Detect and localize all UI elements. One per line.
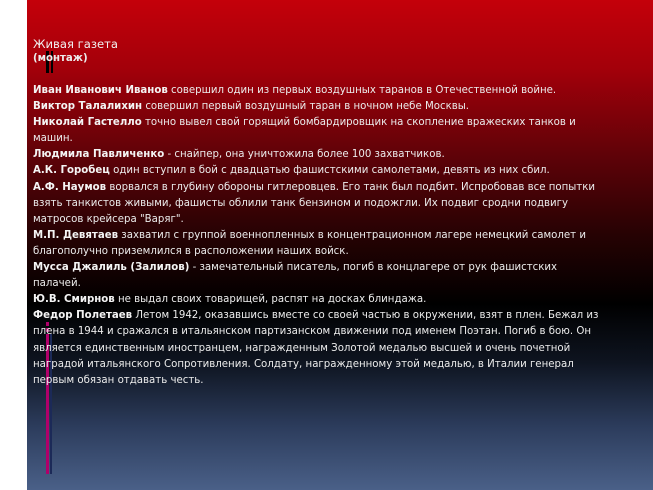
entry-paragraph bbox=[33, 83, 603, 99]
entry-text: ворвался в глубину обороны гитлеровцев. Его танк был подбит. Испробовав все попытки взять танкистов живыми, фашисты облили танк бензином и подожгли. Их подвиг сродни подвигу матросов крейсера "Варяг". bbox=[33, 181, 596, 225]
entry-paragraph bbox=[33, 163, 603, 179]
entry-text: - замечательный писатель, погиб в концлагере от рук фашистских палачей. bbox=[33, 262, 558, 290]
slide-text bbox=[33, 37, 603, 389]
entry-paragraph bbox=[33, 115, 603, 147]
spacer bbox=[33, 67, 603, 83]
entry-name: А.К. Горобец bbox=[33, 165, 110, 177]
entry-text: захватил с группой военнопленных в концентрационном лагере немецкий самолет и благополучно приземлился в расположении наших войск. bbox=[33, 229, 586, 257]
entry-paragraph bbox=[33, 292, 603, 308]
entry-paragraph bbox=[33, 308, 603, 388]
entry-name: Людмила Павличенко bbox=[33, 149, 165, 161]
entry-name: Иван Иванович Иванов bbox=[33, 85, 168, 96]
entry-name: Николай Гастелло bbox=[33, 117, 142, 129]
entry-name: А.Ф. Наумов bbox=[33, 181, 107, 193]
slide-title: Живая газета bbox=[33, 37, 118, 51]
entry-text: совершил один из первых воздушных таранов в Отечественной войне. bbox=[167, 85, 557, 96]
entry-paragraph bbox=[33, 147, 603, 163]
entry-text: один вступил в бой с двадцатью фашистскими самолетами, девять из них сбил. bbox=[109, 165, 550, 177]
entry-name: Федор Полетаев bbox=[33, 310, 133, 322]
entry-text: - снайпер, она уничтожила более 100 захватчиков. bbox=[164, 149, 445, 161]
entry-text: совершил первый воздушный таран в ночном небе Москвы. bbox=[142, 101, 470, 113]
entry-text: Летом 1942, оказавшись вместе со своей частью в окружении, взят в плен. Бежал из плена в 1944 и сражался в итальянском партизанском движении под именем Поэтан. Погиб в бою. Он является единственным иностранцем, награжденным Золотой медалью высшей и очень почетной наградой итальянского Сопротивления. Солдату, награжденному этой медалью, в Италии генерал первым обязан отдавать честь. bbox=[33, 310, 599, 386]
entry-name: М.П. Девятаев bbox=[33, 229, 119, 241]
entry-paragraph bbox=[33, 180, 603, 228]
entry-text: не выдал своих товарищей, распят на досках блиндажа. bbox=[114, 294, 427, 306]
entry-paragraph bbox=[33, 260, 603, 292]
slide-subtitle: (монтаж) bbox=[33, 53, 88, 64]
entry-name: Мусса Джалиль (Залилов) bbox=[33, 262, 190, 274]
entry-paragraph bbox=[33, 99, 603, 115]
entry-text: точно вывел свой горящий бомбардировщик на скопление вражеских танков и машин. bbox=[33, 117, 576, 145]
entry-paragraph bbox=[33, 228, 603, 260]
slide bbox=[27, 0, 653, 490]
entry-name: Ю.В. Смирнов bbox=[33, 294, 115, 306]
entry-name: Виктор Талалихин bbox=[33, 101, 143, 113]
